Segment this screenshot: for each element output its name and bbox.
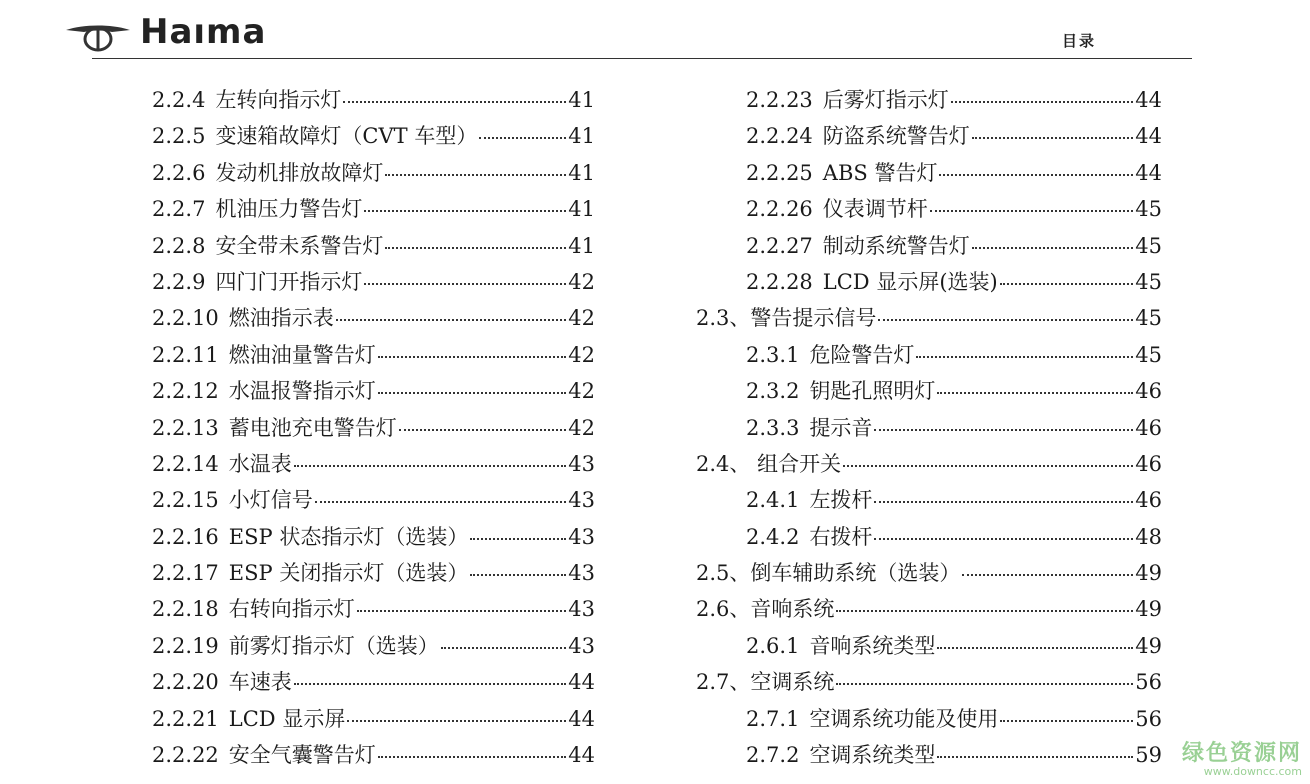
toc-entry-page: 43 [568, 488, 595, 513]
toc-entry-page: 46 [1135, 488, 1162, 513]
toc-entry-page: 44 [1135, 88, 1162, 112]
toc-leader-dots [378, 356, 566, 358]
toc-entry-title: 音响系统 [750, 597, 835, 622]
toc-leader-dots [937, 647, 1133, 649]
toc-leader-dots [951, 101, 1133, 103]
toc-entry[interactable] [696, 555, 1162, 591]
toc-entry-page: 44 [1135, 160, 1162, 185]
toc-entry[interactable] [696, 446, 1162, 482]
toc-entry[interactable] [152, 373, 595, 409]
haima-logo-icon [64, 18, 132, 54]
toc-leader-dots [479, 137, 566, 139]
toc-leader-dots [1000, 720, 1133, 722]
toc-entry-title: 仪表调节杆 [822, 197, 928, 222]
toc-entry-number: 2.2.19 [152, 633, 219, 658]
toc-entry-page: 49 [1135, 597, 1162, 622]
toc-leader-dots [385, 247, 566, 249]
toc-entry-title: 安全气囊警告灯 [228, 743, 376, 768]
toc-entry[interactable] [696, 155, 1162, 191]
toc-leader-dots [399, 429, 566, 431]
toc-entry[interactable] [152, 628, 595, 664]
toc-entry-title: 组合开关 [750, 451, 842, 476]
toc-entry[interactable] [152, 701, 595, 737]
toc-entry-title: 四门门开指示灯 [215, 269, 363, 294]
toc-entry[interactable] [696, 664, 1162, 700]
toc-entry-page: 46 [1135, 379, 1162, 404]
toc-leader-dots [878, 319, 1133, 321]
toc-leader-dots [937, 392, 1133, 394]
toc-entry-page: 41 [568, 160, 595, 185]
toc-leader-dots [836, 683, 1133, 685]
toc-entry-number: 2.2.14 [152, 451, 219, 476]
toc-entry-title: 右拨杆 [809, 524, 873, 549]
toc-entry-number: 2.2.23 [746, 88, 813, 112]
toc-entry-number: 2.2.6 [152, 160, 206, 185]
toc-entry-title: LCD 显示屏 [228, 706, 346, 731]
toc-entry-title: ESP 状态指示灯（选装） [228, 524, 469, 549]
toc-entry-page: 46 [1135, 415, 1162, 440]
toc-entry[interactable] [696, 373, 1162, 409]
toc-entry-page: 41 [568, 88, 595, 112]
toc-entry-number: 2.3.1 [746, 342, 800, 367]
toc-entry-number: 2.3、 [696, 306, 751, 331]
watermark-text: 绿色资源网 [1181, 741, 1302, 766]
toc-entry[interactable] [696, 228, 1162, 264]
toc-entry-title: 空调系统功能及使用 [809, 706, 999, 731]
toc-entry-page: 41 [568, 233, 595, 258]
toc-leader-dots [441, 647, 566, 649]
toc-entry-title: 空调系统 [750, 670, 835, 695]
toc-entry-number: 2.2.8 [152, 233, 206, 258]
toc-entry-title: 防盗系统警告灯 [822, 124, 970, 149]
toc-entry[interactable] [152, 300, 595, 336]
toc-leader-dots [343, 101, 566, 103]
toc-entry[interactable] [696, 628, 1162, 664]
toc-entry-number: 2.2.13 [152, 415, 219, 440]
toc-entry-number: 2.7.1 [746, 706, 800, 731]
brand-wordmark: Haıma [140, 12, 267, 52]
toc-entry-page: 43 [568, 597, 595, 622]
toc-entry-title: 钥匙孔照明灯 [809, 379, 936, 404]
toc-entry[interactable] [152, 191, 595, 227]
toc-entry[interactable] [152, 228, 595, 264]
toc-entry-title: 发动机排放故障灯 [215, 160, 384, 185]
toc-entry-number: 2.2.5 [152, 124, 206, 149]
toc-leader-dots [930, 210, 1133, 212]
header-divider [92, 58, 1192, 59]
toc-entry-title: ABS 警告灯 [822, 160, 938, 185]
toc-entry-page: 45 [1135, 197, 1162, 222]
toc-entry-title: 车速表 [228, 670, 292, 695]
toc-leader-dots [364, 283, 566, 285]
toc-leader-dots [874, 538, 1133, 540]
toc-entry-page: 42 [568, 306, 595, 331]
toc-entry-page: 41 [568, 124, 595, 149]
toc-entry[interactable] [696, 191, 1162, 227]
toc-entry-number: 2.2.4 [152, 88, 206, 112]
toc-entry-page: 45 [1135, 342, 1162, 367]
toc-entry[interactable] [696, 482, 1162, 518]
toc-entry[interactable] [696, 82, 1162, 118]
page-header [0, 0, 1310, 62]
toc-leader-dots [347, 720, 566, 722]
toc-entry-page: 42 [568, 342, 595, 367]
toc-entry-title: 空调系统类型 [809, 743, 936, 768]
toc-leader-dots [357, 610, 566, 612]
toc-entry-title: 水温表 [228, 451, 292, 476]
toc-entry-page: 42 [568, 415, 595, 440]
toc-entry-title: 安全带未系警告灯 [215, 233, 384, 258]
toc-entry-number: 2.3.2 [746, 379, 800, 404]
toc-entry[interactable] [696, 591, 1162, 627]
toc-leader-dots [315, 501, 566, 503]
toc-leader-dots [385, 174, 566, 176]
toc-leader-dots [916, 356, 1133, 358]
toc-entry-page: 43 [568, 451, 595, 476]
toc-leader-dots [836, 610, 1133, 612]
toc-leader-dots [843, 465, 1133, 467]
toc-entry[interactable] [696, 300, 1162, 336]
toc-leader-dots [294, 683, 566, 685]
toc-entry[interactable] [152, 264, 595, 300]
toc-leader-dots [336, 319, 566, 321]
toc-entry[interactable] [152, 410, 595, 446]
toc-entry-number: 2.2.27 [746, 233, 813, 258]
toc-entry-number: 2.4、 [696, 451, 751, 476]
toc-entry[interactable] [696, 410, 1162, 446]
toc-leader-dots [1000, 283, 1134, 285]
toc-entry-number: 2.2.11 [152, 342, 219, 367]
toc-entry-number: 2.2.18 [152, 597, 219, 622]
toc-leader-dots [364, 210, 566, 212]
toc-entry-number: 2.2.15 [152, 488, 219, 513]
toc-leader-dots [294, 465, 566, 467]
toc-leader-dots [470, 574, 566, 576]
toc-entry-page: 43 [568, 561, 595, 586]
toc-leader-dots [937, 756, 1133, 758]
toc-entry[interactable] [152, 482, 595, 518]
toc-entry-page: 45 [1135, 233, 1162, 258]
toc-entry-title: ESP 关闭指示灯（选装） [228, 561, 469, 586]
toc-entry[interactable] [152, 82, 595, 118]
toc-entry-page: 43 [568, 633, 595, 658]
toc-entry-number: 2.2.12 [152, 379, 219, 404]
toc-entry-number: 2.2.22 [152, 743, 219, 768]
toc-entry-number: 2.3.3 [746, 415, 800, 440]
toc-entry-page: 49 [1135, 633, 1162, 658]
toc-entry-page: 41 [568, 197, 595, 222]
toc-entry-title: 制动系统警告灯 [822, 233, 970, 258]
toc-left-column [152, 82, 595, 773]
toc-entry-title: 音响系统类型 [809, 633, 936, 658]
toc-entry-title: 蓄电池充电警告灯 [228, 415, 397, 440]
toc-entry[interactable] [152, 446, 595, 482]
toc-entry[interactable] [696, 337, 1162, 373]
toc-right-column [696, 82, 1162, 773]
toc-leader-dots [470, 538, 566, 540]
toc-entry-title: 前雾灯指示灯（选装） [228, 633, 439, 658]
toc-entry-page: 56 [1135, 670, 1162, 695]
toc-entry-page: 56 [1135, 706, 1162, 731]
toc-entry-title: 倒车辅助系统（选装） [750, 561, 961, 586]
toc-entry[interactable] [696, 701, 1162, 737]
toc-entry-title: 变速箱故障灯（CVT 车型） [215, 124, 478, 149]
toc-entry-title: 提示音 [809, 415, 873, 440]
toc-entry-number: 2.2.16 [152, 524, 219, 549]
toc-entry-page: 44 [568, 743, 595, 768]
toc-leader-dots [874, 429, 1133, 431]
toc-entry-page: 45 [1135, 306, 1162, 331]
toc-entry-number: 2.2.28 [746, 269, 813, 294]
toc-entry[interactable] [696, 519, 1162, 555]
toc-entry-number: 2.2.7 [152, 197, 206, 222]
toc-entry-page: 48 [1135, 524, 1162, 549]
toc-leader-dots [972, 137, 1133, 139]
toc-entry-number: 2.4.1 [746, 488, 800, 513]
toc-entry-number: 2.5、 [696, 561, 751, 586]
toc-entry[interactable] [152, 664, 595, 700]
toc-leader-dots [962, 574, 1133, 576]
toc-entry-title: 左转向指示灯 [215, 88, 342, 112]
toc-entry-page: 46 [1135, 451, 1162, 476]
toc-entry-title: 左拨杆 [809, 488, 873, 513]
toc-entry-page: 44 [568, 706, 595, 731]
toc-entry[interactable] [152, 337, 595, 373]
toc-entry-number: 2.2.26 [746, 197, 813, 222]
toc-entry-title: 机油压力警告灯 [215, 197, 363, 222]
toc-entry-page: 42 [568, 379, 595, 404]
toc-entry[interactable] [152, 591, 595, 627]
toc-entry[interactable] [696, 737, 1162, 773]
toc-entry-number: 2.2.20 [152, 670, 219, 695]
toc-leader-dots [972, 247, 1133, 249]
toc-entry-title: 小灯信号 [228, 488, 313, 513]
toc-entry-title: 燃油指示表 [228, 306, 334, 331]
toc-entry[interactable] [152, 155, 595, 191]
toc-entry[interactable] [152, 737, 595, 773]
watermark-url: www.downcc.com [1203, 765, 1302, 778]
toc-leader-dots [378, 756, 566, 758]
toc-entry-number: 2.2.21 [152, 706, 219, 731]
toc-entry[interactable] [152, 118, 595, 154]
toc-entry-number: 2.2.17 [152, 561, 219, 586]
toc-entry[interactable] [696, 118, 1162, 154]
section-label: 目录 [1062, 32, 1097, 50]
toc-entry-number: 2.4.2 [746, 524, 800, 549]
toc-entry-page: 42 [568, 269, 595, 294]
toc-entry-number: 2.6.1 [746, 633, 800, 658]
toc-entry-title: 警告提示信号 [750, 306, 877, 331]
toc-entry-number: 2.2.10 [152, 306, 219, 331]
toc-entry-number: 2.6、 [696, 597, 751, 622]
toc-entry-title: LCD 显示屏(选装) [822, 269, 998, 294]
toc-leader-dots [378, 392, 566, 394]
toc-entry[interactable] [152, 519, 595, 555]
toc-entry-number: 2.2.9 [152, 269, 206, 294]
toc-entry-page: 44 [1135, 124, 1162, 149]
toc-leader-dots [939, 174, 1133, 176]
toc-entry-title: 危险警告灯 [809, 342, 915, 367]
toc-entry-number: 2.2.25 [746, 160, 813, 185]
toc-leader-dots [874, 501, 1133, 503]
toc-entry-page: 43 [568, 524, 595, 549]
toc-entry[interactable] [152, 555, 595, 591]
toc-entry-number: 2.2.24 [746, 124, 813, 149]
watermark [1182, 742, 1302, 778]
toc-entry-page: 45 [1135, 269, 1162, 294]
toc-entry-page: 49 [1135, 561, 1162, 586]
toc-entry-title: 水温报警指示灯 [228, 379, 376, 404]
toc-entry-title: 右转向指示灯 [228, 597, 355, 622]
toc-entry-page: 44 [568, 670, 595, 695]
toc-entry-number: 2.7.2 [746, 743, 800, 768]
toc-entry-title: 燃油油量警告灯 [228, 342, 376, 367]
toc-entry-title: 后雾灯指示灯 [822, 88, 949, 112]
toc-entry-page: 59 [1135, 743, 1162, 768]
toc-entry[interactable] [696, 264, 1162, 300]
toc-entry-number: 2.7、 [696, 670, 751, 695]
